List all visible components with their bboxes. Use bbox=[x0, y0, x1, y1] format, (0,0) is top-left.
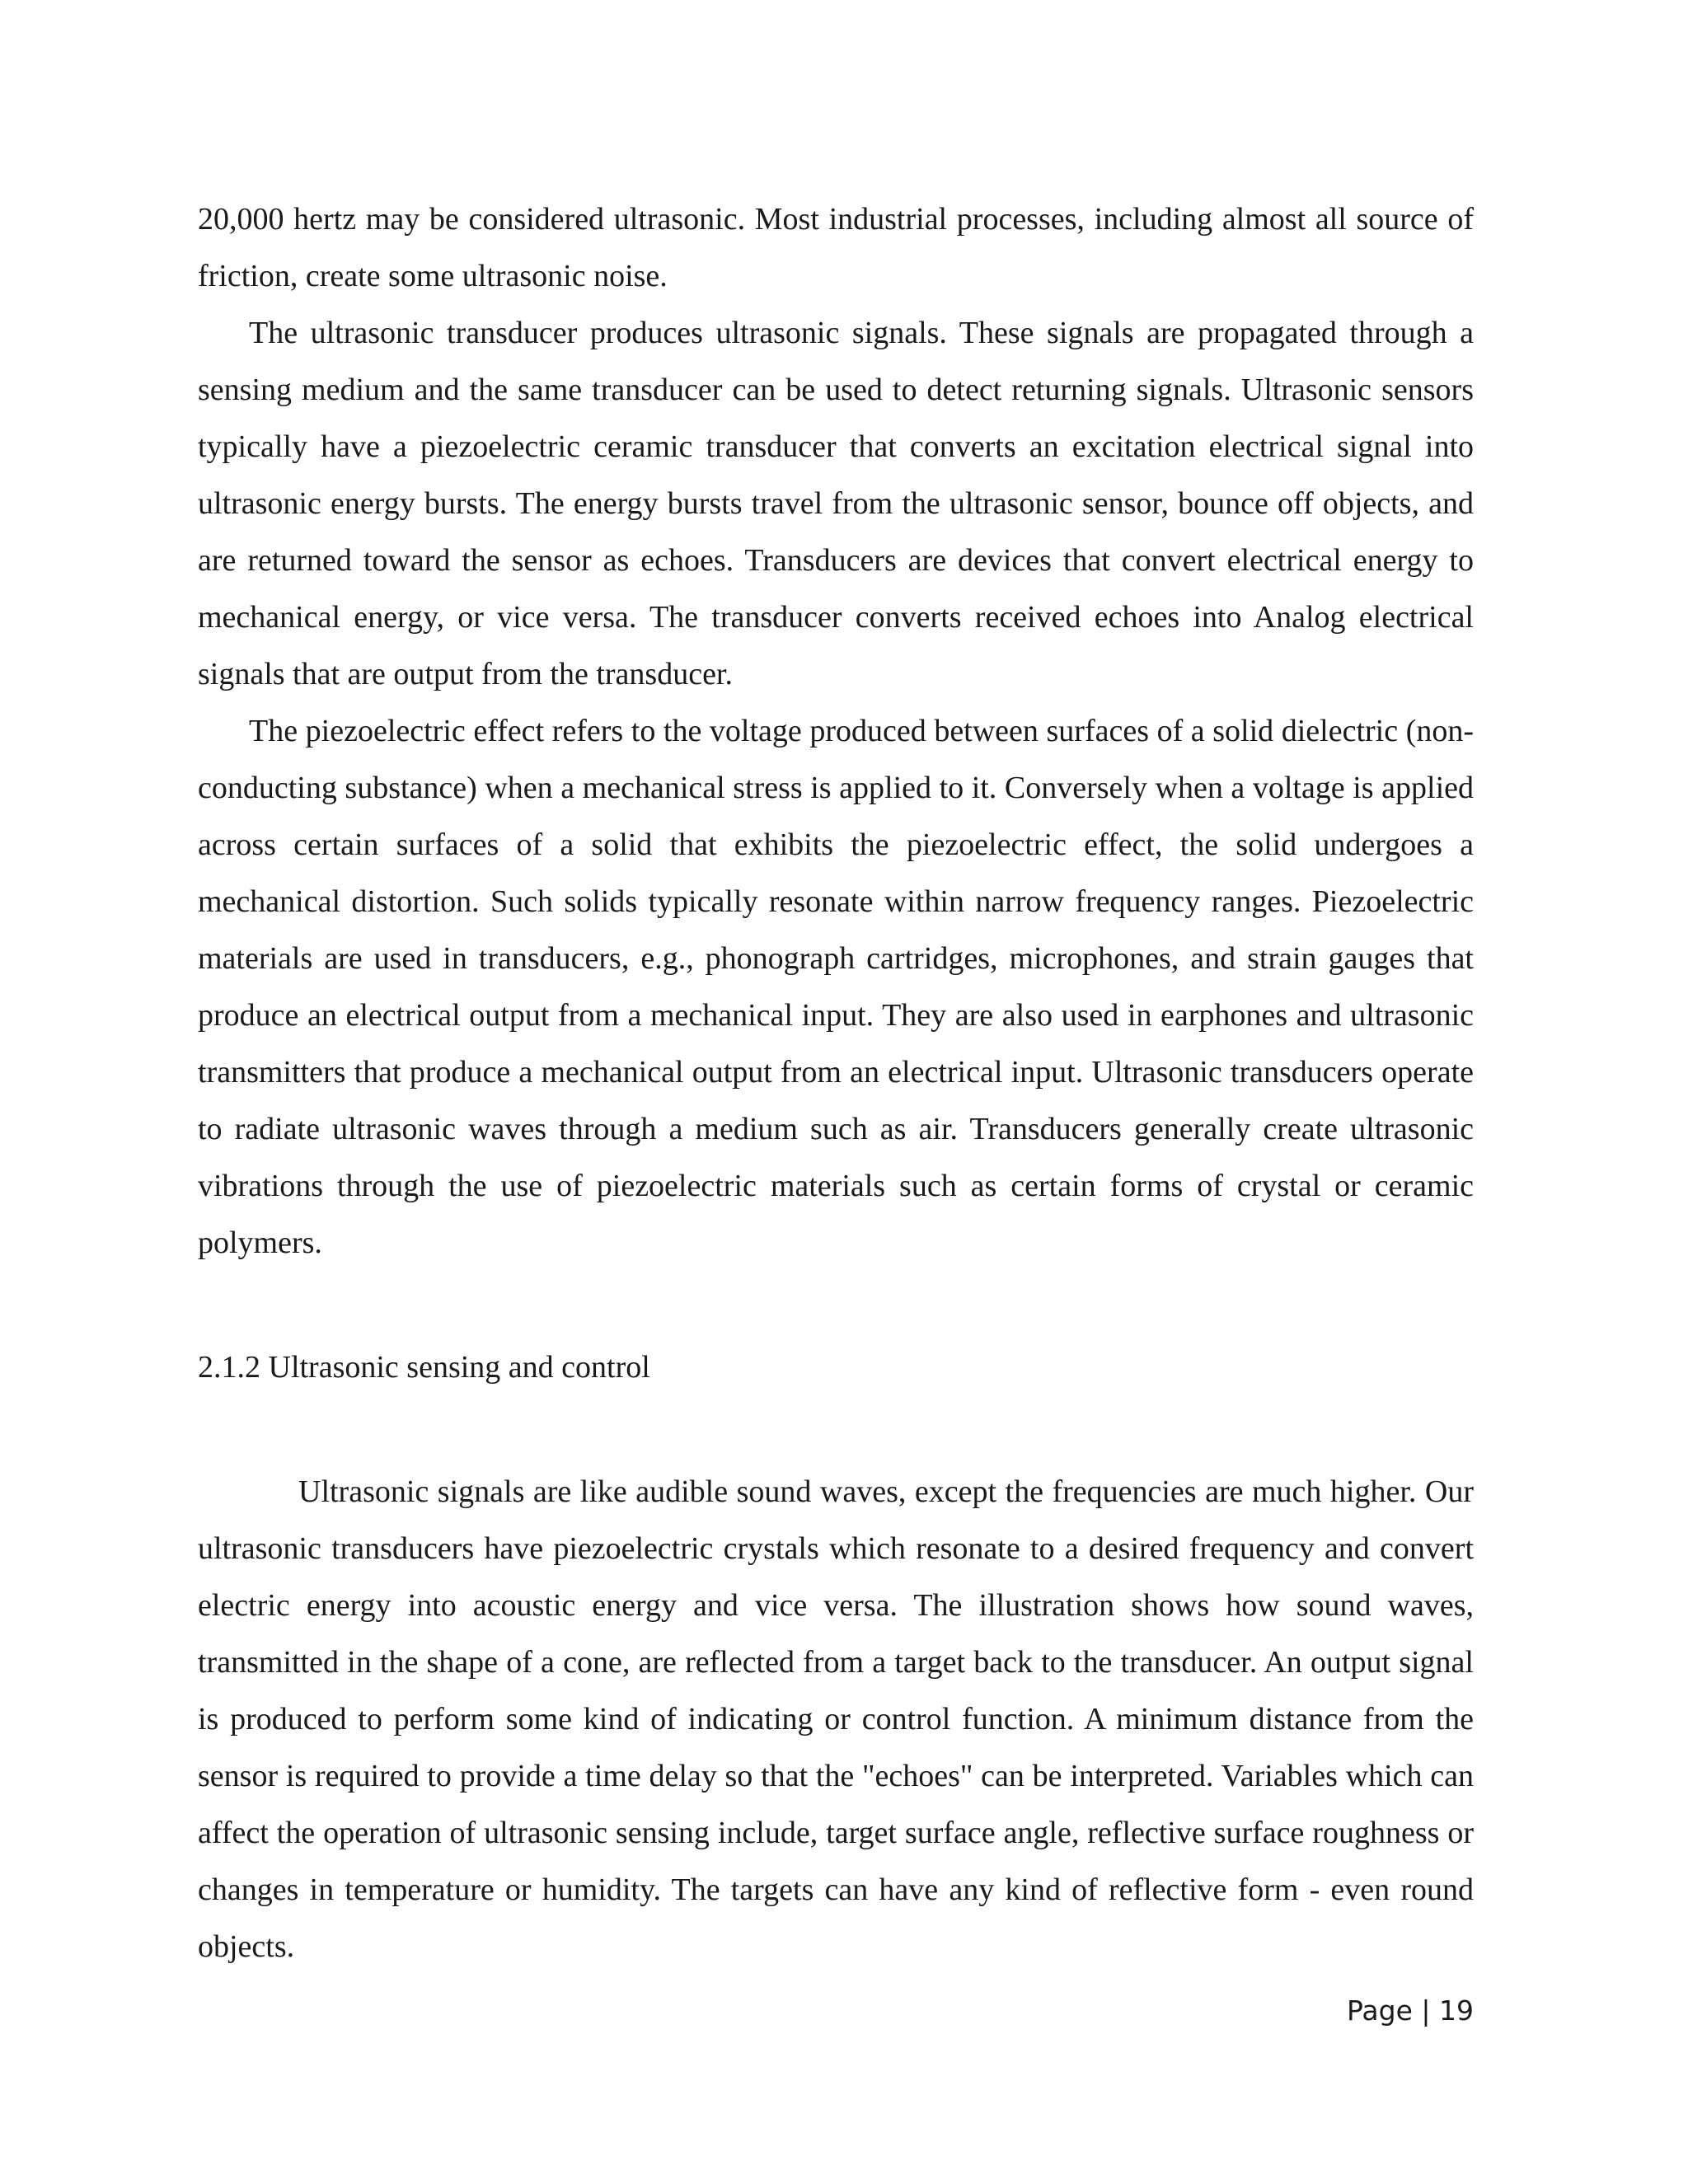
page-number: Page | 19 bbox=[1347, 1994, 1474, 2027]
page-body bbox=[198, 191, 1474, 1975]
paragraph-ultrasonic-transducer: The ultrasonic transducer produces ultrasonic signals. These signals are propagated through a sensing medium and the same transducer can be used to detect returning signals. Ultrasonic sensors typically have a piezoelectric ceramic transducer that converts an excitation electrical signal into ultrasonic energy bursts. The energy bursts travel from the ultrasonic sensor, bounce off objects, and are returned toward the sensor as echoes. Transducers are devices that convert electrical energy to mechanical energy, or vice versa. The transducer converts received echoes into Analog electrical signals that are output from the transducer. bbox=[198, 316, 1474, 691]
section-heading: 2.1.2 Ultrasonic sensing and control bbox=[198, 1350, 650, 1385]
paragraph-sensing-and-control: Ultrasonic signals are like audible sound waves, except the frequencies are much higher. Our ultrasonic transducers have piezoelectric crystals which resonate to a desired frequency and convert electric energy into acoustic energy and vice versa. The illustration shows how sound waves, transmitted in the shape of a cone, are reflected from a target back to the transducer. An output signal is produced to perform some kind of indicating or control function. A minimum distance from the sensor is required to provide a time delay so that the "echoes" can be interpreted. Variables which can affect the operation of ultrasonic sensing include, target surface angle, reflective surface roughness or changes in temperature or humidity. The targets can have any kind of reflective form - even round objects. bbox=[198, 1474, 1474, 1964]
paragraph-piezoelectric-effect: The piezoelectric effect refers to the voltage produced between surfaces of a solid dielectric (non-conducting substance) when a mechanical stress is applied to it. Conversely when a voltage is applied across certain surfaces of a solid that exhibits the piezoelectric effect, the solid undergoes a mechanical distortion. Such solids typically resonate within narrow frequency ranges. Piezoelectric materials are used in transducers, e.g., phonograph cartridges, microphones, and strain gauges that produce an electrical output from a mechanical input. They are also used in earphones and ultrasonic transmitters that produce a mechanical output from an electrical input. Ultrasonic transducers operate to radiate ultrasonic waves through a medium such as air. Transducers generally create ultrasonic vibrations through the use of piezoelectric materials such as certain forms of crystal or ceramic polymers. bbox=[198, 714, 1474, 1260]
paragraph-continuation: 20,000 hertz may be considered ultrasonic. Most industrial processes, including almost all source of friction, create some ultrasonic noise. bbox=[198, 202, 1474, 293]
